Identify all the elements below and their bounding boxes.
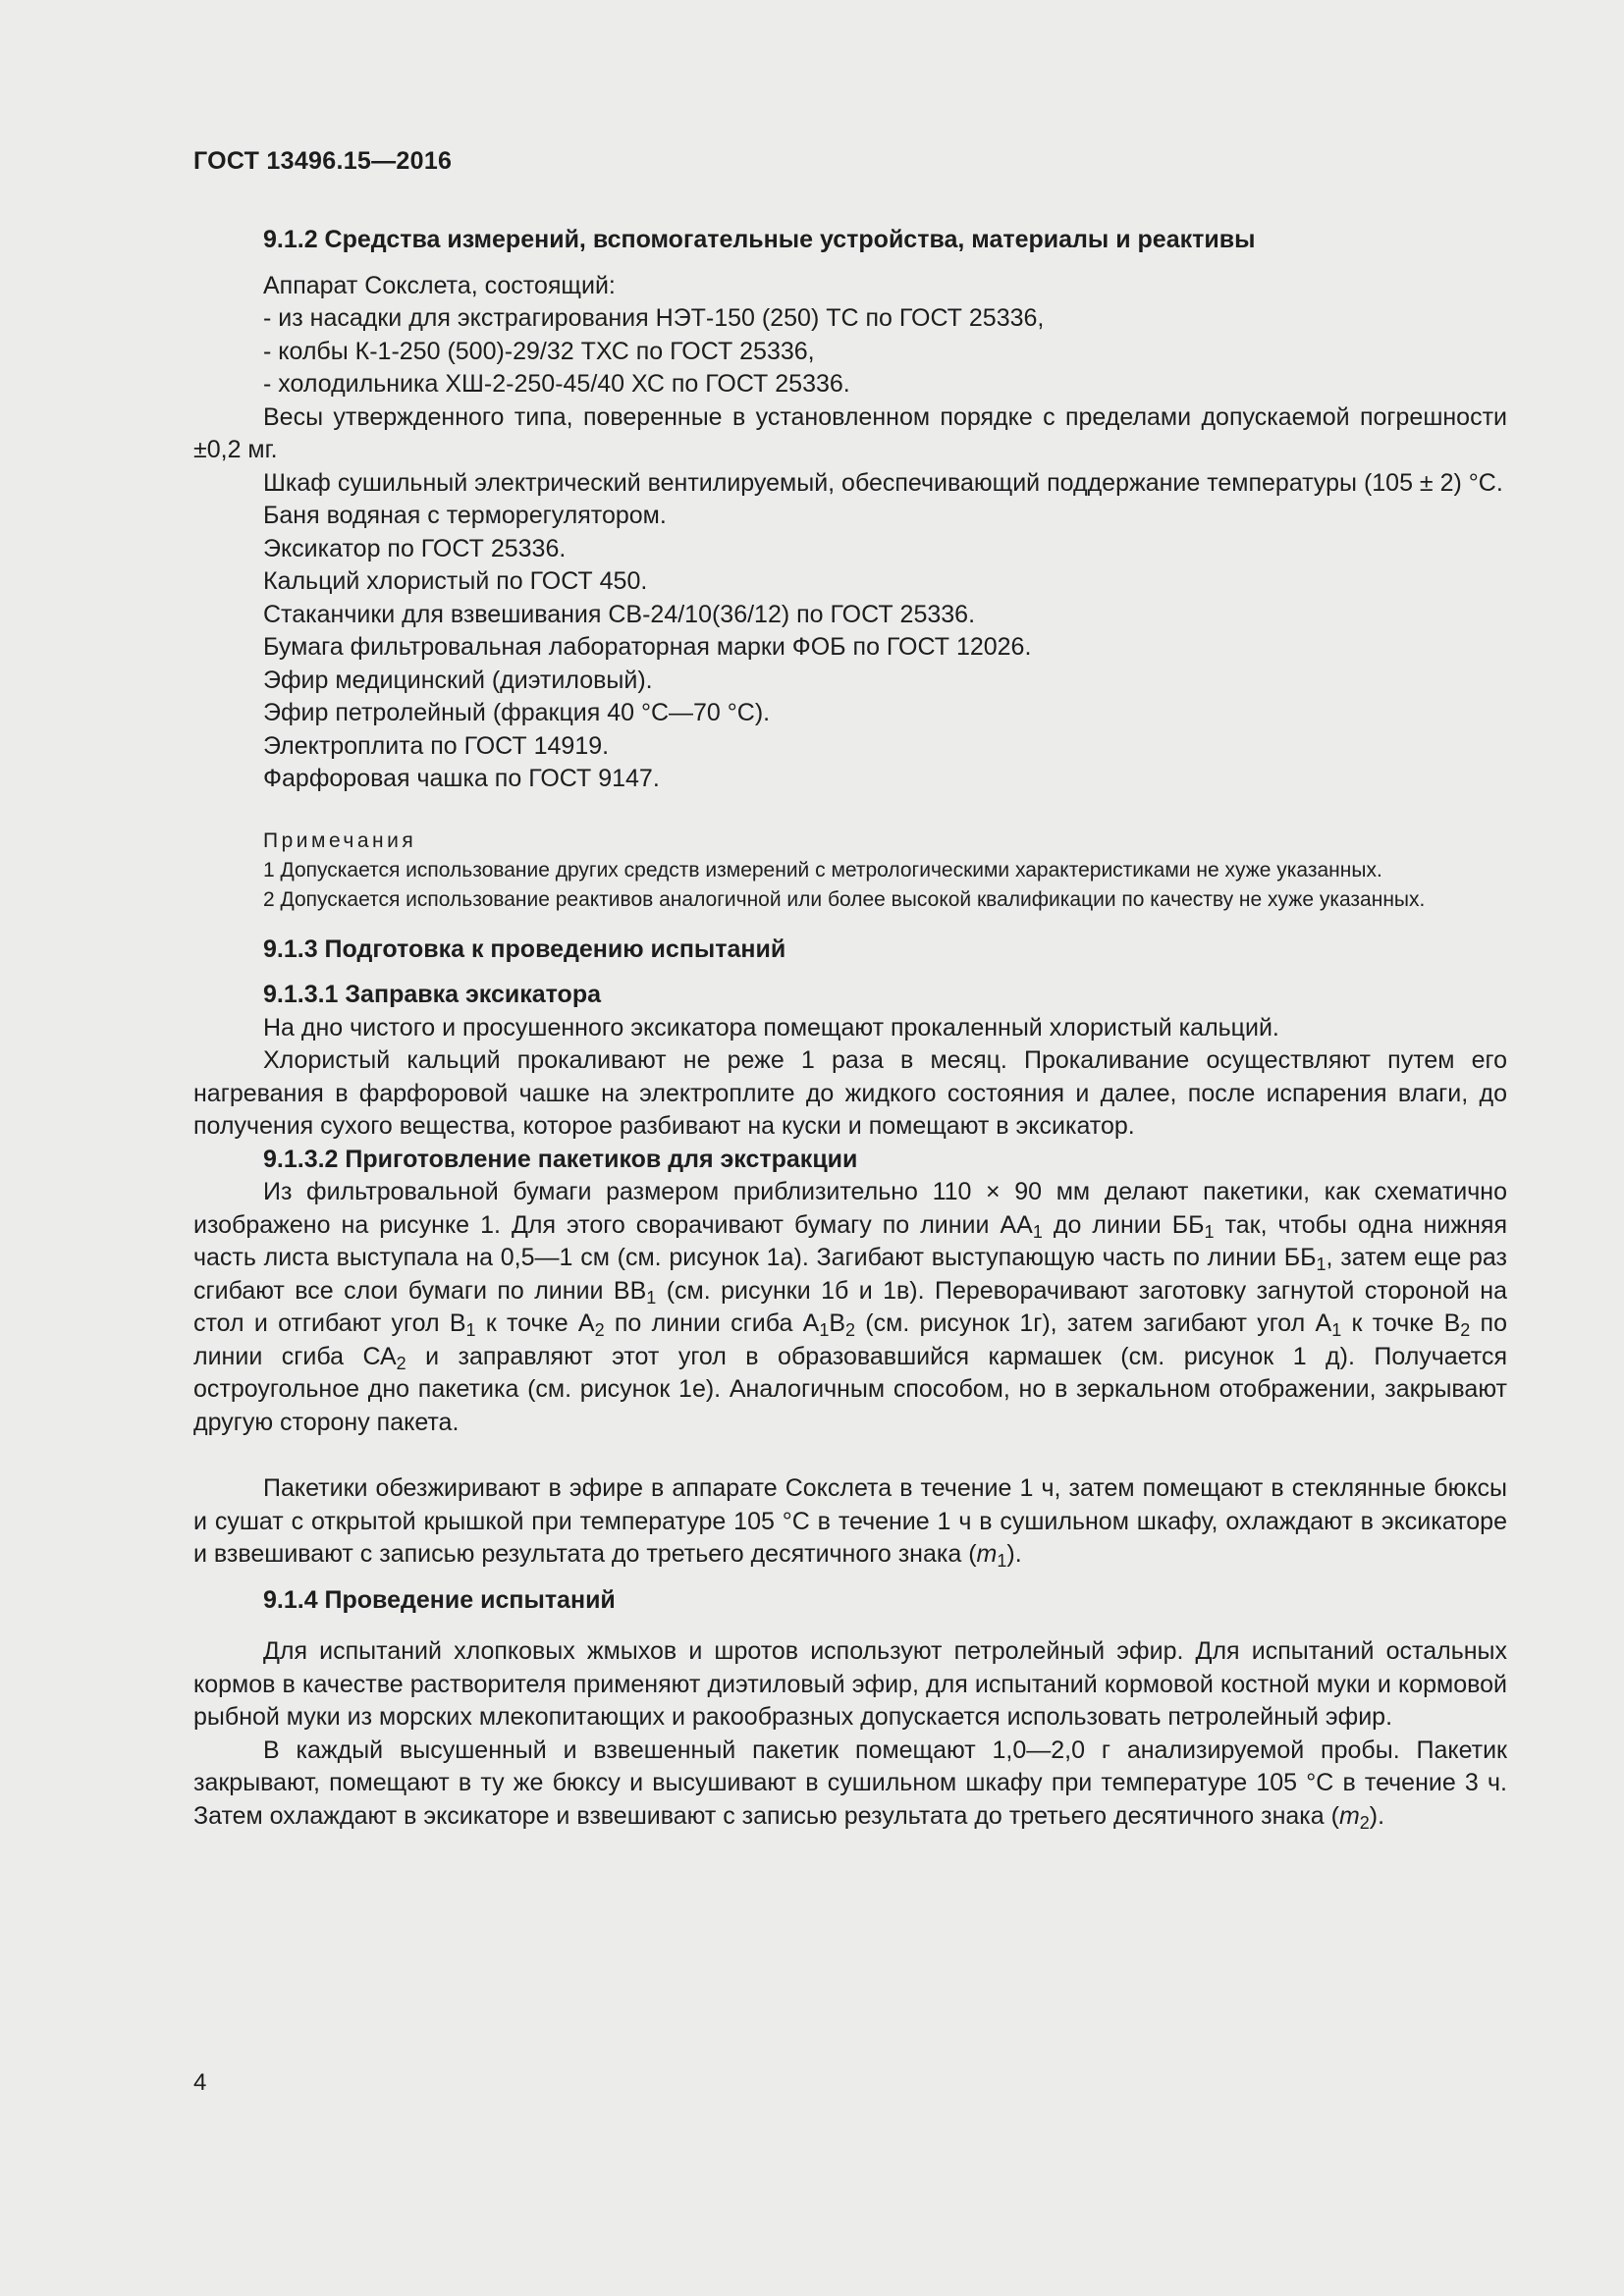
equipment-item: Фарфоровая чашка по ГОСТ 9147. <box>263 765 660 792</box>
paragraph-sample-weighing: В каждый высушенный и взвешенный пакетик помещают 1,0—2,0 г анализируемой пробы. Пакетик закрывают, помещают в ту же бюксу и высушивают в сушильном шкафу при температуре 105 °С в течение 3 ч. Затем охлаждают в эксикаторе и взвешивают с записью результата до третьего десятичного знака $(m_2)$. <box>193 1735 1507 1833</box>
document-header: ГОСТ 13496.15—2016 <box>193 147 453 175</box>
paragraph-desiccator-1: На дно чистого и просушенного эксикатора помещают прокаленный хлористый кальций. <box>263 1013 1279 1041</box>
equipment-item: Электроплита по ГОСТ 14919. <box>263 731 610 760</box>
paragraph-desiccator-2: Хлористый кальций прокаливают не реже 1 раза в месяц. Прокаливание осуществляют путем его нагревания в фарфоровой чашке на электроплите до жидкого состояния и далее, после испарения влаги, до получения сухого вещества, которое разбивают на куски и помещают в эксикатор. <box>193 1046 1507 1140</box>
paragraph-solvents: Для испытаний хлопковых жмыхов и шротов используют петролейный эфир. Для испытаний остальных кормов в качестве растворителя применяют диэтиловый эфир, для испытаний кормовой костной муки и кормовой рыбной муки из морских млекопитающих и ракообразных допускается использовать петролейный эфир. <box>193 1637 1507 1731</box>
section-heading-9-1-3: 9.1.3 Подготовка к проведению испытаний <box>263 934 786 963</box>
paragraph-packet-degreasing: Пакетики обезжиривают в эфире в аппарате Сокслета в течение 1 ч, затем помещают в стеклянные бюксы и сушат с открытой крышкой при температуре 105 °С в течение 1 ч в сушильном шкафу, охлаждают в эксикаторе и взвешивают с записью результата до третьего десятичного знака $(m_1)$. <box>193 1474 1507 1571</box>
equipment-item: Эфир медицинский (диэтиловый). <box>263 666 653 694</box>
page-number: 4 <box>193 2069 207 2096</box>
paragraph-oven: Шкаф сушильный электрический вентилируемый, обеспечивающий поддержание температуры (105 ± 2) °С. <box>263 468 1503 497</box>
paragraph-packet-folding: Из фильтровальной бумаги размером приблизительно 110 × 90 мм делают пакетики, как схематично изображено на рисунке 1. Для этого сворачивают бумагу по линии $АА_1$ до линии $ББ_1$ так, чтобы одна нижняя часть листа выступала на 0,5—1 см (см. рисунок 1а). Загибают выступающую часть по линии $ББ_1$, затем еще раз сгибают все слои бумаги по линии $ВВ_1$ (см. рисунки 1б и 1в). Переворачивают заготовку загнутой стороной на стол и отгибают угол $В_1$ к точке $А_2$ по линии сгиба $А_1В_2$ (см. рисунок 1г), затем загибают угол $А_1$ к точке $В_2$ по линии сгиба $СА_2$ и заправляют этот угол в образовавшийся кармашек (см. рисунок 1 д). Получается остроугольное дно пакетика (см. рисунок 1е). Аналогичным способом, но в зеркальном отображении, закрывают другую сторону пакета. <box>193 1178 1508 1436</box>
note-item: 2 Допускается использование реактивов аналогичной или более высокой квалификации по качеству не хуже указанных. <box>263 887 1426 911</box>
section-heading-9-1-4: 9.1.4 Проведение испытаний <box>263 1585 616 1614</box>
section-heading-9-1-3-2: 9.1.3.2 Приготовление пакетиков для экстракции <box>263 1145 858 1173</box>
equipment-item: Эфир петролейный (фракция 40 °С—70 °С). <box>263 699 771 726</box>
section-heading-9-1-2: 9.1.2 Средства измерений, вспомогательные устройства, материалы и реактивы <box>263 226 1256 253</box>
equipment-item: Эксикатор по ГОСТ 25336. <box>263 534 567 562</box>
document-body <box>193 224 1507 1833</box>
equipment-item: Стаканчики для взвешивания СВ-24/10(36/12) по ГОСТ 25336. <box>263 600 976 628</box>
list-item: - колбы К-1-250 (500)-29/32 ТХС по ГОСТ 25336, <box>263 337 815 365</box>
notes-title: Примечания <box>263 828 417 852</box>
paragraph-apparatus-intro: Аппарат Сокслета, состоящий: <box>263 271 616 299</box>
equipment-item: Баня водяная с терморегулятором. <box>263 502 667 529</box>
note-item: 1 Допускается использование других средств измерений с метрологическими характеристиками не хуже указанных. <box>263 858 1382 881</box>
section-heading-9-1-3-1: 9.1.3.1 Заправка эксикатора <box>263 981 602 1008</box>
list-item: - холодильника ХШ-2-250-45/40 ХС по ГОСТ 25336. <box>263 370 850 398</box>
list-item: - из насадки для экстрагирования НЭТ-150 (250) ТС по ГОСТ 25336, <box>263 304 1045 332</box>
equipment-item: Кальций хлористый по ГОСТ 450. <box>263 567 648 595</box>
equipment-item: Бумага фильтровальная лабораторная марки ФОБ по ГОСТ 12026. <box>263 633 1032 661</box>
paragraph-scales: Весы утвержденного типа, поверенные в установленном порядке с пределами допускаемой погрешности ±0,2 мг. <box>193 402 1507 463</box>
